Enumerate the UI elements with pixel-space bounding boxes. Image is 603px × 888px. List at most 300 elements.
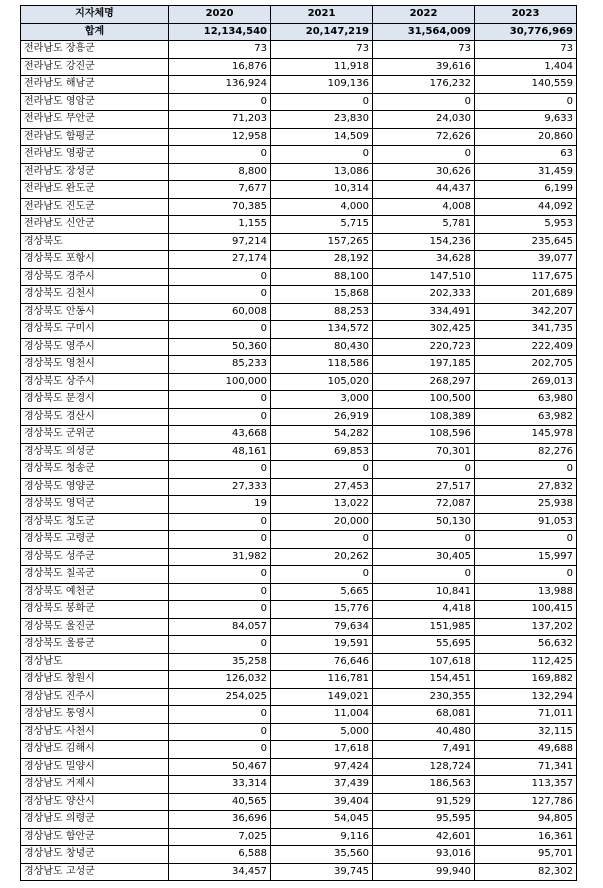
value-2022: 50,130 — [373, 513, 475, 531]
value-2021: 13,022 — [271, 496, 373, 514]
value-2022: 44,437 — [373, 181, 475, 199]
region-name: 경상북도 봉화군 — [21, 601, 169, 619]
value-2020: 0 — [169, 408, 271, 426]
value-2020: 60,008 — [169, 303, 271, 321]
value-2021: 116,781 — [271, 671, 373, 689]
value-2020: 70,385 — [169, 198, 271, 216]
region-name: 경상북도 안동시 — [21, 303, 169, 321]
value-2022: 151,985 — [373, 618, 475, 636]
value-2020: 85,233 — [169, 356, 271, 374]
value-2023: 73 — [475, 41, 577, 59]
value-2021: 88,100 — [271, 268, 373, 286]
value-2022: 4,418 — [373, 601, 475, 619]
value-2023: 20,860 — [475, 128, 577, 146]
value-2022: 55,695 — [373, 636, 475, 654]
table-row — [21, 321, 577, 339]
value-2023: 113,357 — [475, 776, 577, 794]
value-2020: 0 — [169, 566, 271, 584]
value-2020: 84,057 — [169, 618, 271, 636]
value-2021: 134,572 — [271, 321, 373, 339]
value-2022: 0 — [373, 461, 475, 479]
region-name: 경상북도 성주군 — [21, 548, 169, 566]
value-2020: 0 — [169, 321, 271, 339]
value-2023: 91,053 — [475, 513, 577, 531]
value-2021: 17,618 — [271, 741, 373, 759]
table-row — [21, 618, 577, 636]
value-2023: 132,294 — [475, 688, 577, 706]
value-2021: 27,453 — [271, 478, 373, 496]
data-table — [20, 5, 577, 881]
value-2020: 0 — [169, 286, 271, 304]
value-2023: 127,786 — [475, 793, 577, 811]
value-2021: 39,745 — [271, 863, 373, 881]
value-2022: 27,517 — [373, 478, 475, 496]
value-2021: 35,560 — [271, 846, 373, 864]
table-row — [21, 76, 577, 94]
value-2022: 99,940 — [373, 863, 475, 881]
table-row — [21, 391, 577, 409]
value-2022: 24,030 — [373, 111, 475, 129]
table-row — [21, 513, 577, 531]
value-2021: 19,591 — [271, 636, 373, 654]
region-name: 경상북도 울진군 — [21, 618, 169, 636]
value-2022: 154,236 — [373, 233, 475, 251]
region-name: 경상북도 문경시 — [21, 391, 169, 409]
table-row — [21, 373, 577, 391]
value-2023: 145,978 — [475, 426, 577, 444]
region-name: 전라남도 신안군 — [21, 216, 169, 234]
value-2021: 37,439 — [271, 776, 373, 794]
value-2023: 9,633 — [475, 111, 577, 129]
value-2020: 0 — [169, 146, 271, 164]
table-row — [21, 723, 577, 741]
value-2021: 5,715 — [271, 216, 373, 234]
value-2022: 128,724 — [373, 758, 475, 776]
value-2021: 9,116 — [271, 828, 373, 846]
value-2023: 56,632 — [475, 636, 577, 654]
total-2021: 20,147,219 — [271, 23, 373, 41]
value-2023: 63 — [475, 146, 577, 164]
value-2023: 44,092 — [475, 198, 577, 216]
region-name: 경상북도 군위군 — [21, 426, 169, 444]
value-2021: 11,004 — [271, 706, 373, 724]
region-name: 경상북도 포항시 — [21, 251, 169, 269]
table-row — [21, 496, 577, 514]
value-2022: 7,491 — [373, 741, 475, 759]
value-2020: 71,203 — [169, 111, 271, 129]
value-2020: 40,565 — [169, 793, 271, 811]
table-row — [21, 251, 577, 269]
value-2021: 3,000 — [271, 391, 373, 409]
value-2020: 27,174 — [169, 251, 271, 269]
region-name: 경상북도 예천군 — [21, 583, 169, 601]
table-body — [21, 23, 577, 881]
table-row — [21, 863, 577, 881]
header-2022: 2022 — [373, 6, 475, 24]
table-row — [21, 356, 577, 374]
table-row — [21, 741, 577, 759]
value-2023: 27,832 — [475, 478, 577, 496]
value-2023: 94,805 — [475, 811, 577, 829]
header-region: 지자체명 — [21, 6, 169, 24]
value-2023: 63,980 — [475, 391, 577, 409]
value-2023: 1,404 — [475, 58, 577, 76]
value-2021: 20,262 — [271, 548, 373, 566]
value-2023: 235,645 — [475, 233, 577, 251]
table-row — [21, 811, 577, 829]
value-2020: 8,800 — [169, 163, 271, 181]
value-2021: 5,000 — [271, 723, 373, 741]
value-2023: 112,425 — [475, 653, 577, 671]
value-2022: 147,510 — [373, 268, 475, 286]
region-name: 경상북도 상주시 — [21, 373, 169, 391]
region-name: 전라남도 강진군 — [21, 58, 169, 76]
region-name: 경상남도 거제시 — [21, 776, 169, 794]
header-2023: 2023 — [475, 6, 577, 24]
region-name: 전라남도 장흥군 — [21, 41, 169, 59]
value-2023: 6,199 — [475, 181, 577, 199]
value-2021: 0 — [271, 461, 373, 479]
value-2023: 342,207 — [475, 303, 577, 321]
value-2022: 39,616 — [373, 58, 475, 76]
region-name: 경상남도 의령군 — [21, 811, 169, 829]
region-name: 경상남도 — [21, 653, 169, 671]
region-name: 경상남도 통영시 — [21, 706, 169, 724]
table-row — [21, 443, 577, 461]
value-2023: 5,953 — [475, 216, 577, 234]
region-name: 경상남도 양산시 — [21, 793, 169, 811]
value-2023: 202,705 — [475, 356, 577, 374]
table-row — [21, 548, 577, 566]
region-name: 경상북도 — [21, 233, 169, 251]
value-2022: 176,232 — [373, 76, 475, 94]
value-2023: 63,982 — [475, 408, 577, 426]
region-name: 경상북도 경산시 — [21, 408, 169, 426]
region-name: 경상북도 칠곡군 — [21, 566, 169, 584]
value-2021: 118,586 — [271, 356, 373, 374]
value-2022: 0 — [373, 531, 475, 549]
value-2022: 34,628 — [373, 251, 475, 269]
value-2021: 15,868 — [271, 286, 373, 304]
value-2023: 0 — [475, 531, 577, 549]
table-row — [21, 233, 577, 251]
total-2020: 12,134,540 — [169, 23, 271, 41]
value-2023: 140,559 — [475, 76, 577, 94]
value-2022: 0 — [373, 146, 475, 164]
value-2021: 20,000 — [271, 513, 373, 531]
region-name: 경상북도 경주시 — [21, 268, 169, 286]
table-row — [21, 181, 577, 199]
table-row — [21, 636, 577, 654]
region-name: 전라남도 함평군 — [21, 128, 169, 146]
value-2021: 73 — [271, 41, 373, 59]
value-2021: 11,918 — [271, 58, 373, 76]
value-2023: 222,409 — [475, 338, 577, 356]
value-2020: 31,982 — [169, 548, 271, 566]
total-2022: 31,564,009 — [373, 23, 475, 41]
value-2022: 68,081 — [373, 706, 475, 724]
table-row — [21, 303, 577, 321]
value-2023: 0 — [475, 566, 577, 584]
value-2023: 32,115 — [475, 723, 577, 741]
value-2022: 72,087 — [373, 496, 475, 514]
value-2022: 30,626 — [373, 163, 475, 181]
value-2023: 15,997 — [475, 548, 577, 566]
value-2020: 33,314 — [169, 776, 271, 794]
value-2022: 30,405 — [373, 548, 475, 566]
value-2020: 0 — [169, 513, 271, 531]
value-2022: 108,389 — [373, 408, 475, 426]
value-2020: 48,161 — [169, 443, 271, 461]
table-row — [21, 216, 577, 234]
value-2020: 7,677 — [169, 181, 271, 199]
value-2022: 197,185 — [373, 356, 475, 374]
value-2021: 26,919 — [271, 408, 373, 426]
value-2020: 0 — [169, 741, 271, 759]
header-2020: 2020 — [169, 6, 271, 24]
value-2022: 95,595 — [373, 811, 475, 829]
value-2020: 19 — [169, 496, 271, 514]
value-2022: 42,601 — [373, 828, 475, 846]
value-2020: 0 — [169, 391, 271, 409]
value-2021: 15,776 — [271, 601, 373, 619]
value-2022: 302,425 — [373, 321, 475, 339]
value-2023: 71,341 — [475, 758, 577, 776]
value-2021: 149,021 — [271, 688, 373, 706]
table-row — [21, 601, 577, 619]
table-row — [21, 426, 577, 444]
region-name: 경상남도 창원시 — [21, 671, 169, 689]
region-name: 경상남도 밀양시 — [21, 758, 169, 776]
value-2022: 70,301 — [373, 443, 475, 461]
value-2021: 28,192 — [271, 251, 373, 269]
value-2020: 0 — [169, 723, 271, 741]
value-2020: 6,588 — [169, 846, 271, 864]
value-2020: 35,258 — [169, 653, 271, 671]
region-name: 경상북도 울릉군 — [21, 636, 169, 654]
value-2023: 39,077 — [475, 251, 577, 269]
value-2020: 100,000 — [169, 373, 271, 391]
header-row — [21, 6, 577, 24]
value-2021: 0 — [271, 531, 373, 549]
table-row — [21, 41, 577, 59]
value-2020: 0 — [169, 531, 271, 549]
value-2023: 0 — [475, 461, 577, 479]
value-2020: 27,333 — [169, 478, 271, 496]
total-2023: 30,776,969 — [475, 23, 577, 41]
value-2021: 76,646 — [271, 653, 373, 671]
value-2020: 0 — [169, 583, 271, 601]
region-name: 경상북도 청도군 — [21, 513, 169, 531]
value-2020: 43,668 — [169, 426, 271, 444]
value-2022: 0 — [373, 566, 475, 584]
value-2023: 117,675 — [475, 268, 577, 286]
value-2020: 0 — [169, 636, 271, 654]
value-2020: 0 — [169, 601, 271, 619]
region-name: 전라남도 해남군 — [21, 76, 169, 94]
region-name: 전라남도 장성군 — [21, 163, 169, 181]
value-2020: 97,214 — [169, 233, 271, 251]
value-2022: 202,333 — [373, 286, 475, 304]
value-2023: 82,302 — [475, 863, 577, 881]
value-2022: 334,491 — [373, 303, 475, 321]
region-name: 경상북도 영천시 — [21, 356, 169, 374]
table-row — [21, 846, 577, 864]
region-name: 경상북도 영양군 — [21, 478, 169, 496]
region-name: 전라남도 완도군 — [21, 181, 169, 199]
table-row — [21, 566, 577, 584]
value-2021: 0 — [271, 93, 373, 111]
value-2023: 71,011 — [475, 706, 577, 724]
value-2021: 88,253 — [271, 303, 373, 321]
value-2020: 7,025 — [169, 828, 271, 846]
value-2022: 40,480 — [373, 723, 475, 741]
value-2020: 12,958 — [169, 128, 271, 146]
value-2021: 13,086 — [271, 163, 373, 181]
region-name: 전라남도 영암군 — [21, 93, 169, 111]
value-2021: 5,665 — [271, 583, 373, 601]
value-2023: 0 — [475, 93, 577, 111]
table-row — [21, 478, 577, 496]
value-2023: 137,202 — [475, 618, 577, 636]
value-2021: 14,509 — [271, 128, 373, 146]
value-2023: 95,701 — [475, 846, 577, 864]
table-row — [21, 163, 577, 181]
value-2023: 82,276 — [475, 443, 577, 461]
table-row — [21, 793, 577, 811]
value-2021: 54,045 — [271, 811, 373, 829]
table-row — [21, 128, 577, 146]
value-2021: 23,830 — [271, 111, 373, 129]
value-2022: 5,781 — [373, 216, 475, 234]
value-2020: 34,457 — [169, 863, 271, 881]
value-2020: 36,696 — [169, 811, 271, 829]
value-2020: 50,360 — [169, 338, 271, 356]
value-2023: 341,735 — [475, 321, 577, 339]
value-2023: 16,361 — [475, 828, 577, 846]
table-row — [21, 286, 577, 304]
table-row — [21, 146, 577, 164]
value-2021: 157,265 — [271, 233, 373, 251]
value-2020: 136,924 — [169, 76, 271, 94]
value-2020: 73 — [169, 41, 271, 59]
table-row — [21, 338, 577, 356]
value-2023: 49,688 — [475, 741, 577, 759]
value-2022: 154,451 — [373, 671, 475, 689]
value-2020: 0 — [169, 268, 271, 286]
table-row — [21, 828, 577, 846]
region-name: 전라남도 무안군 — [21, 111, 169, 129]
region-name: 경상북도 영주시 — [21, 338, 169, 356]
table-row — [21, 583, 577, 601]
header-2021: 2021 — [271, 6, 373, 24]
table-row — [21, 408, 577, 426]
table-row — [21, 461, 577, 479]
value-2021: 79,634 — [271, 618, 373, 636]
region-name: 경상북도 영덕군 — [21, 496, 169, 514]
value-2022: 10,841 — [373, 583, 475, 601]
region-name: 경상북도 김천시 — [21, 286, 169, 304]
table-row — [21, 268, 577, 286]
value-2021: 4,000 — [271, 198, 373, 216]
total-label: 합계 — [21, 23, 169, 41]
value-2020: 1,155 — [169, 216, 271, 234]
value-2022: 73 — [373, 41, 475, 59]
table-row — [21, 653, 577, 671]
value-2021: 97,424 — [271, 758, 373, 776]
value-2023: 169,882 — [475, 671, 577, 689]
value-2023: 201,689 — [475, 286, 577, 304]
table-row — [21, 93, 577, 111]
region-name: 경상남도 창녕군 — [21, 846, 169, 864]
region-name: 경상북도 청송군 — [21, 461, 169, 479]
value-2020: 0 — [169, 461, 271, 479]
value-2021: 69,853 — [271, 443, 373, 461]
value-2020: 254,025 — [169, 688, 271, 706]
value-2020: 126,032 — [169, 671, 271, 689]
table-row — [21, 688, 577, 706]
value-2022: 72,626 — [373, 128, 475, 146]
region-name: 경상남도 김해시 — [21, 741, 169, 759]
value-2023: 25,938 — [475, 496, 577, 514]
value-2023: 13,988 — [475, 583, 577, 601]
value-2022: 93,016 — [373, 846, 475, 864]
value-2020: 50,467 — [169, 758, 271, 776]
table-row — [21, 111, 577, 129]
value-2022: 220,723 — [373, 338, 475, 356]
value-2021: 39,404 — [271, 793, 373, 811]
value-2020: 0 — [169, 93, 271, 111]
value-2021: 54,282 — [271, 426, 373, 444]
value-2022: 268,297 — [373, 373, 475, 391]
region-name: 경상북도 구미시 — [21, 321, 169, 339]
value-2022: 108,596 — [373, 426, 475, 444]
value-2021: 80,430 — [271, 338, 373, 356]
value-2022: 91,529 — [373, 793, 475, 811]
value-2021: 0 — [271, 566, 373, 584]
value-2022: 230,355 — [373, 688, 475, 706]
value-2020: 16,876 — [169, 58, 271, 76]
value-2020: 0 — [169, 706, 271, 724]
region-name: 경상북도 의성군 — [21, 443, 169, 461]
table-row — [21, 58, 577, 76]
table-row — [21, 531, 577, 549]
value-2022: 100,500 — [373, 391, 475, 409]
value-2023: 31,459 — [475, 163, 577, 181]
value-2022: 107,618 — [373, 653, 475, 671]
table-row — [21, 706, 577, 724]
value-2021: 10,314 — [271, 181, 373, 199]
table-row — [21, 758, 577, 776]
table-row — [21, 671, 577, 689]
region-name: 경상남도 사천시 — [21, 723, 169, 741]
region-name: 경상남도 진주시 — [21, 688, 169, 706]
value-2021: 0 — [271, 146, 373, 164]
table-row — [21, 776, 577, 794]
value-2023: 100,415 — [475, 601, 577, 619]
region-name: 경상남도 고성군 — [21, 863, 169, 881]
value-2022: 186,563 — [373, 776, 475, 794]
value-2021: 109,136 — [271, 76, 373, 94]
value-2021: 105,020 — [271, 373, 373, 391]
total-row — [21, 23, 577, 41]
value-2022: 0 — [373, 93, 475, 111]
value-2023: 269,013 — [475, 373, 577, 391]
table-row — [21, 198, 577, 216]
value-2022: 4,008 — [373, 198, 475, 216]
region-name: 경상북도 고령군 — [21, 531, 169, 549]
region-name: 경상남도 함안군 — [21, 828, 169, 846]
